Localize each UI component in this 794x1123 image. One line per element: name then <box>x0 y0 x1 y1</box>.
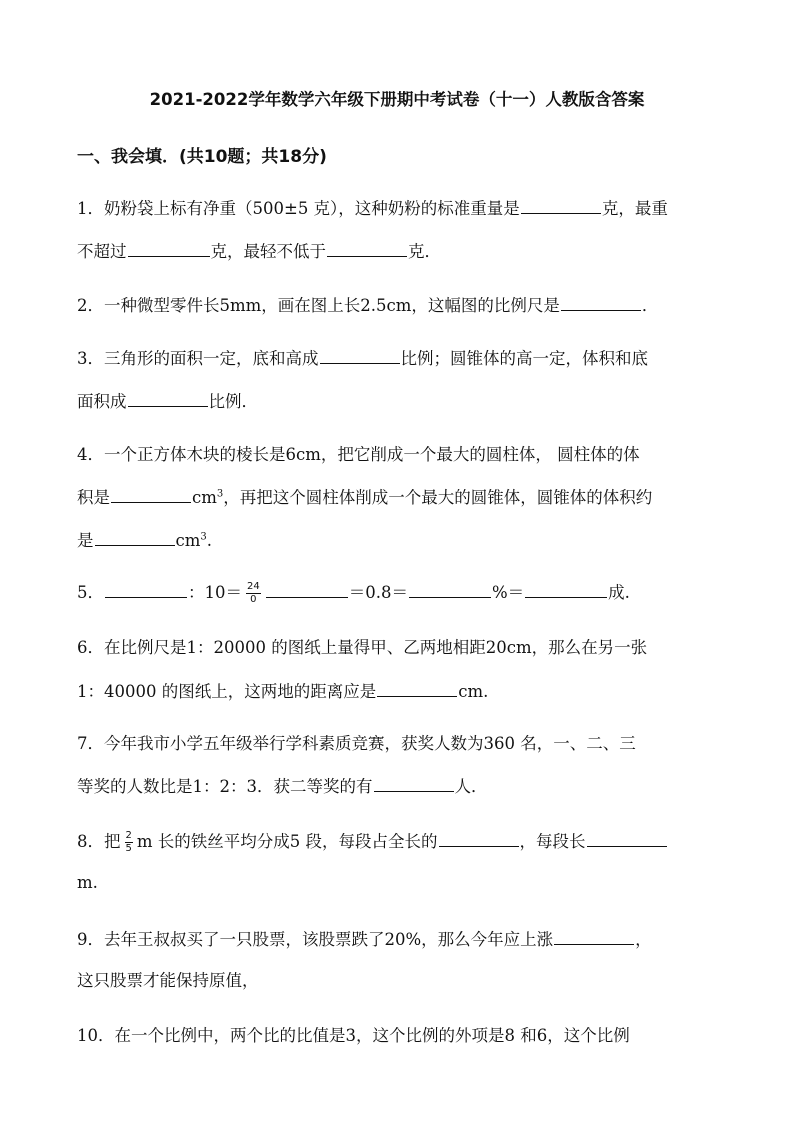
q4-text: 积是 <box>77 488 110 507</box>
answer-blank[interactable] <box>95 529 175 546</box>
answer-blank[interactable] <box>587 830 667 847</box>
q4-text: . <box>206 531 213 550</box>
q8-text: 8．把 <box>77 832 121 851</box>
question-1-line-1 <box>77 197 668 220</box>
q7-text: 人． <box>454 777 488 796</box>
answer-blank[interactable] <box>111 486 191 503</box>
q8-text: ，每段长 <box>519 832 586 851</box>
question-4-line-1: 4．一个正方体木块的棱长是6cm，把它削成一个最大的圆柱体， 圆柱体的体 <box>77 445 640 464</box>
answer-blank[interactable] <box>105 581 187 598</box>
question-3-line-2 <box>77 390 258 413</box>
q4-text: ，再把这个圆柱体削成一个最大的圆锥体，圆锥体的体积约 <box>223 488 653 507</box>
fraction-numerator: 24 <box>247 581 260 592</box>
q5-text: 5． <box>77 583 104 602</box>
q4-unit: cm <box>175 531 201 550</box>
q1-text: 克，最重 <box>601 199 668 218</box>
q1-text: 克． <box>408 242 441 261</box>
q1-text: 不超过 <box>77 242 127 261</box>
answer-blank[interactable] <box>521 197 601 214</box>
fraction-denominator: 5 <box>125 843 132 854</box>
answer-blank[interactable] <box>128 390 208 407</box>
q7-text: 等奖的人数比是1：2：3．获二等奖的有 <box>77 777 373 796</box>
question-6-line-2 <box>77 680 488 703</box>
question-9-line-2: 这只股票才能保持原值， <box>77 971 259 990</box>
question-7-line-1: 7．今年我市小学五年级举行学科素质竞赛，获奖人数为360 名，一、二、三 <box>77 734 636 753</box>
q3-text: 3．三角形的面积一定，底和高成 <box>77 349 319 368</box>
answer-blank[interactable] <box>128 240 210 257</box>
q2-text: ． <box>641 296 659 315</box>
page-title: 2021-2022学年数学六年级下册期中考试卷（十一）人教版含答案 <box>149 90 645 109</box>
answer-blank[interactable] <box>327 240 407 257</box>
answer-blank[interactable] <box>377 680 457 697</box>
q5-text: ＝0.8＝ <box>348 583 408 602</box>
question-5-line-1 <box>77 581 630 606</box>
q4-text: 是 <box>77 531 94 550</box>
section-heading: 一、我会填．(共10题；共18分) <box>77 147 327 167</box>
q3-text: 面积成 <box>77 392 127 411</box>
q9-text: 9．去年王叔叔买了一只股票，该股票跌了20%，那么今年应上涨 <box>77 930 554 949</box>
answer-blank[interactable] <box>439 830 519 847</box>
q1-text: 1．奶粉袋上标有净重（500±5 克），这种奶粉的标准重量是 <box>77 199 520 218</box>
q9-text: ， <box>635 930 652 949</box>
question-7-line-2 <box>77 775 488 798</box>
question-4-line-2 <box>77 486 652 509</box>
question-8-line-1 <box>77 830 668 855</box>
q1-text: 克，最轻不低于 <box>210 242 326 261</box>
answer-blank[interactable] <box>409 581 491 598</box>
q5-text: %＝ <box>491 583 525 602</box>
q5-text: ：10＝ <box>188 583 242 602</box>
answer-blank[interactable] <box>374 775 454 792</box>
q5-text: 成. <box>608 583 630 602</box>
q3-text: 比例． <box>208 392 258 411</box>
q4-unit: cm <box>192 488 217 507</box>
fraction-numerator: 2 <box>125 830 132 841</box>
answer-blank[interactable] <box>561 294 641 311</box>
q8-fraction <box>125 830 133 855</box>
q2-text: 2．一种微型零件长5mm，画在图上长2.5cm，这幅图的比例尺是 <box>77 296 560 315</box>
question-4-line-3 <box>77 529 212 552</box>
question-1-line-2 <box>77 240 441 263</box>
question-8-line-2: m. <box>77 873 98 892</box>
question-6-line-1: 6．在比例尺是1：20000 的图纸上量得甲、乙两地相距20cm，那么在另一张 <box>77 638 648 657</box>
answer-blank[interactable] <box>525 581 607 598</box>
question-9-line-1 <box>77 928 652 951</box>
q5-fraction <box>246 581 261 606</box>
answer-blank[interactable] <box>266 581 348 598</box>
answer-blank[interactable] <box>554 928 634 945</box>
question-3-line-1 <box>77 347 648 370</box>
q8-text: m 长的铁丝平均分成5 段，每段占全长的 <box>136 832 438 851</box>
q4-unit-exponent: 3 <box>216 488 224 500</box>
q3-text: 比例；圆锥体的高一定，体积和底 <box>400 349 648 368</box>
question-10-line-1: 10．在一个比例中，两个比的比值是3，这个比例的外项是8 和6，这个比例 <box>77 1026 630 1045</box>
q4-unit-exponent: 3 <box>200 531 207 543</box>
q6-text: 1：40000 的图纸上，这两地的距离应是 <box>77 682 377 701</box>
fraction-denominator: 0 <box>250 594 257 605</box>
question-2-line-1 <box>77 294 658 317</box>
q6-text: cm. <box>458 682 489 701</box>
answer-blank[interactable] <box>320 347 400 364</box>
